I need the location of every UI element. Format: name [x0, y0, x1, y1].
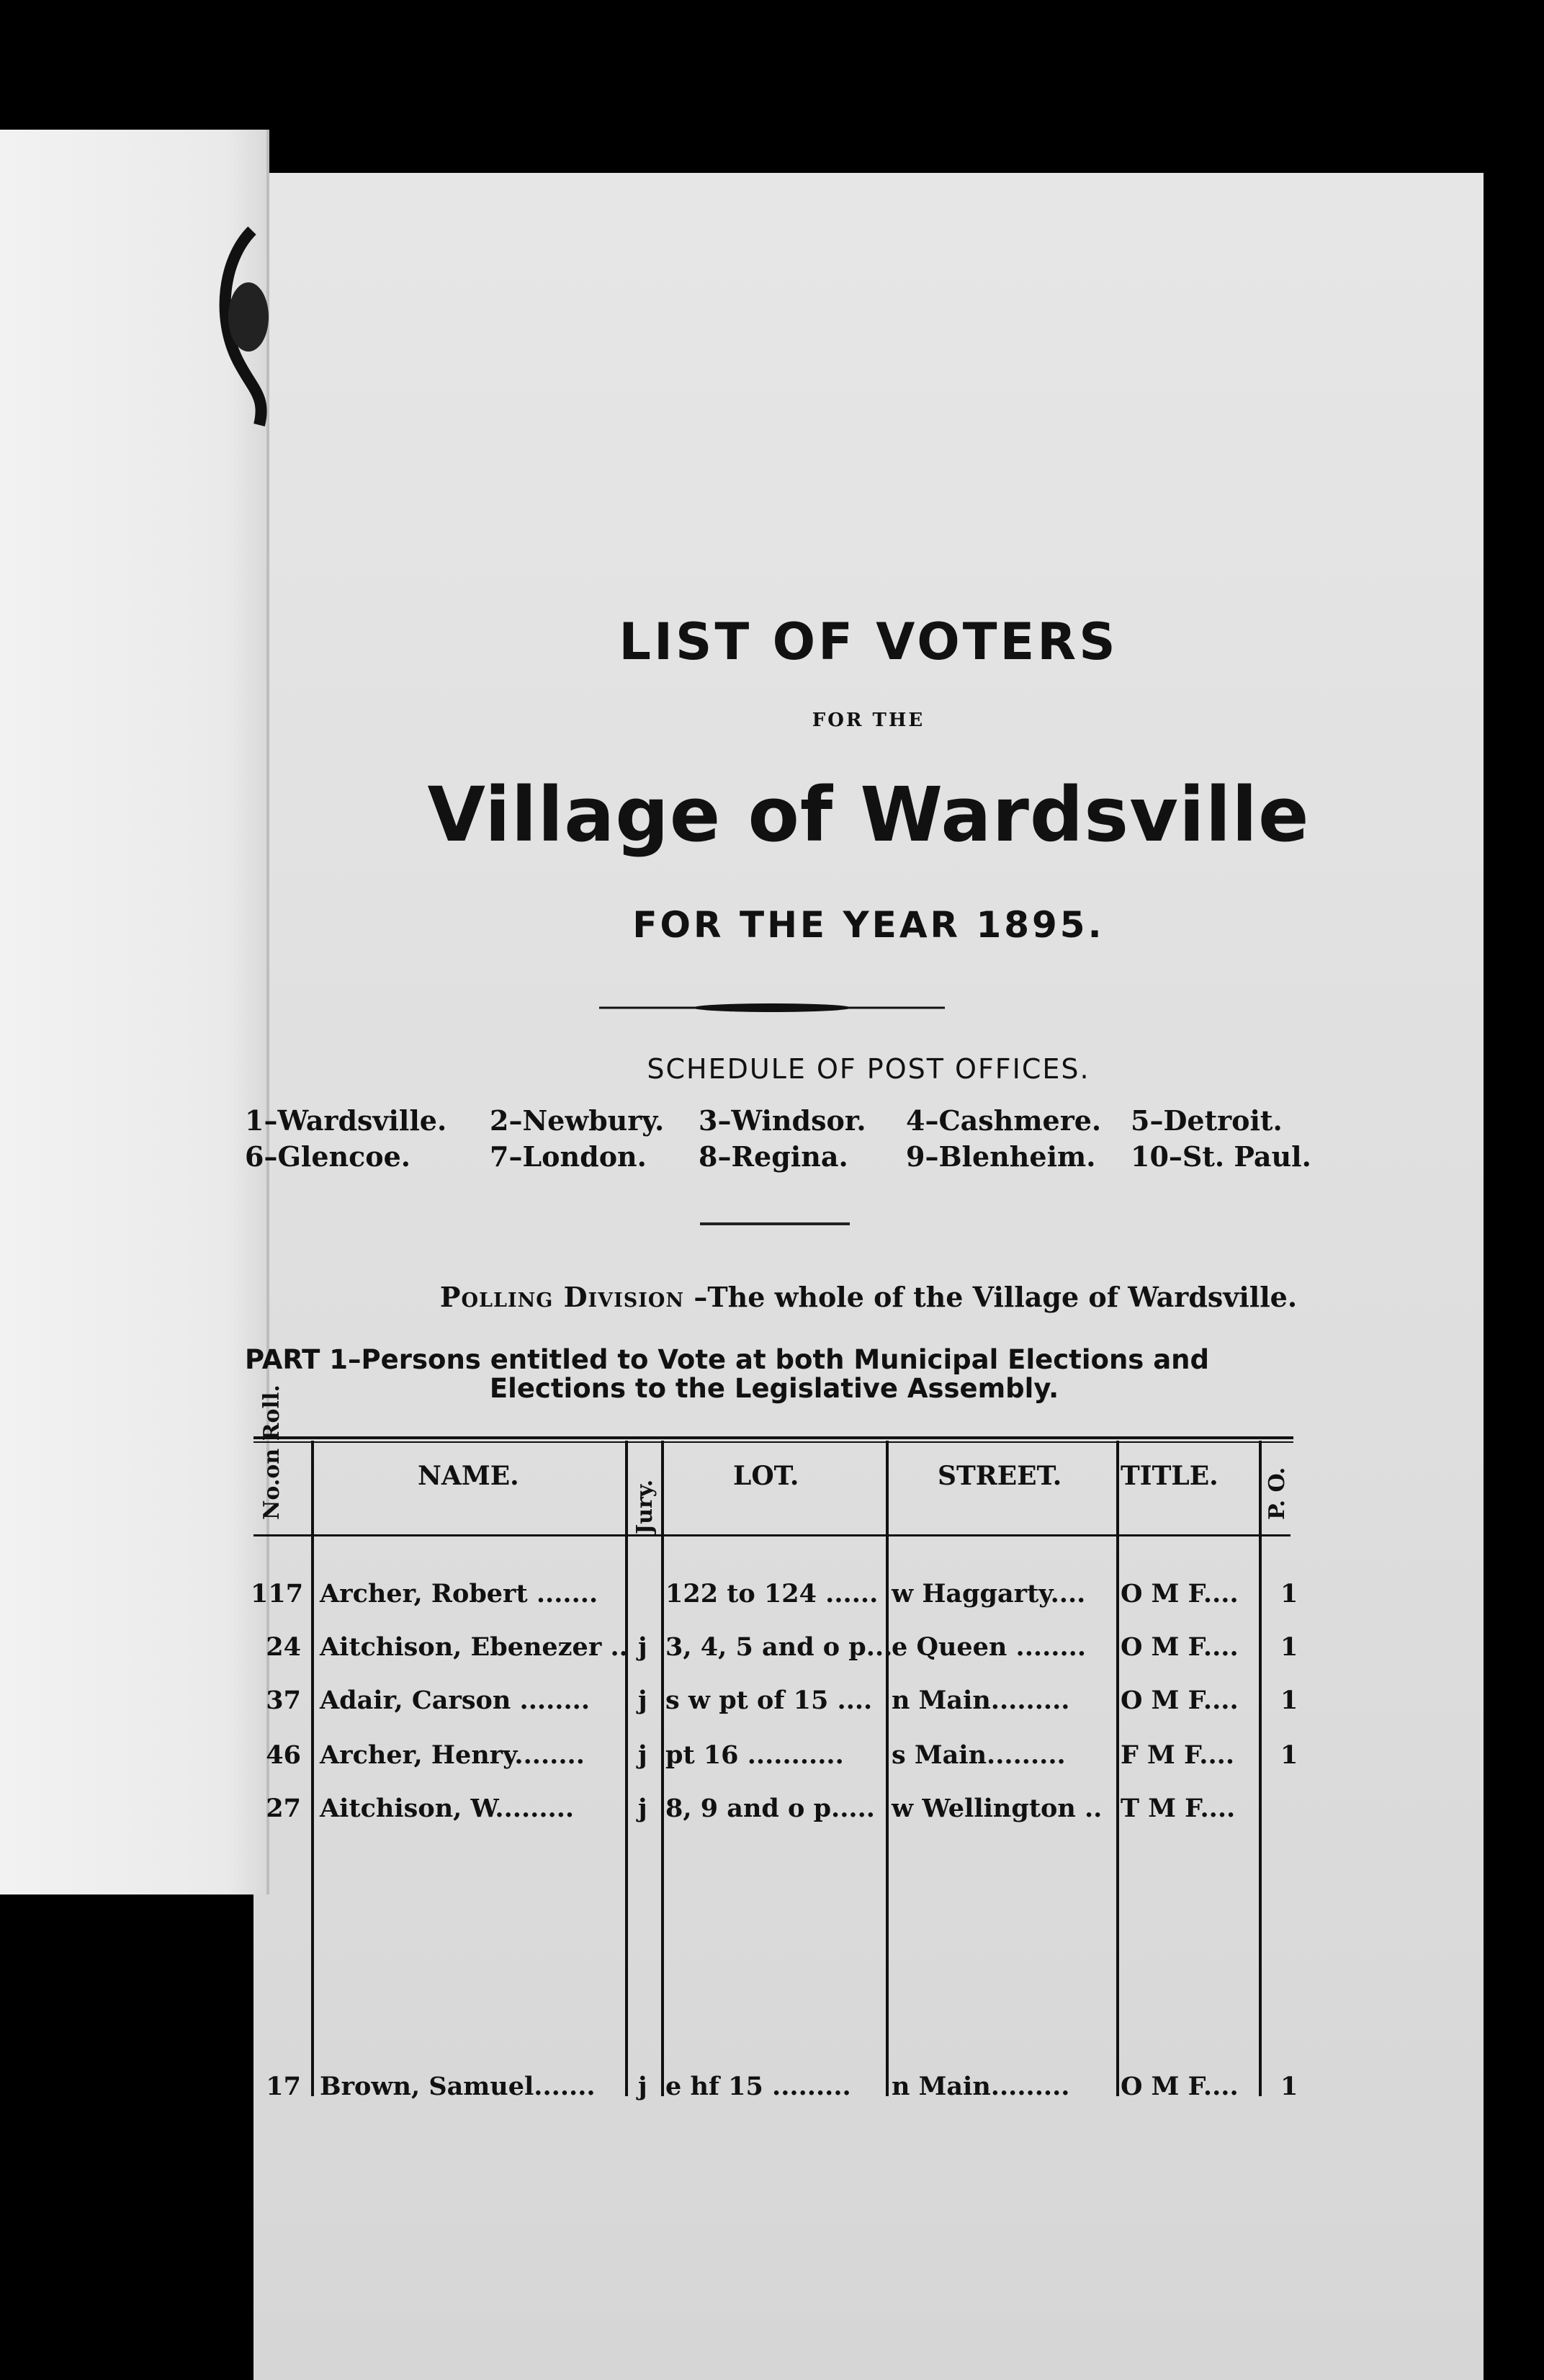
header-street: STREET. — [938, 1461, 1062, 1491]
table-top-rule-thin — [253, 1441, 1293, 1443]
schedule-title: SCHEDULE OF POST OFFICES. — [647, 1053, 1090, 1085]
document-page — [253, 173, 1484, 2380]
cell-title: F M F.... — [1121, 1740, 1235, 1770]
cell-po: 1 — [1280, 1579, 1298, 1609]
cell-title: O M F.... — [1121, 1579, 1239, 1609]
cell-name: Brown, Samuel....... — [320, 2072, 596, 2101]
post-office-item: 10–St. Paul. — [1131, 1140, 1311, 1173]
cell-name: Aitchison, Ebenezer .. — [320, 1632, 628, 1662]
post-office-item: 8–Regina. — [699, 1140, 848, 1173]
cell-street: w Haggarty.... — [892, 1579, 1086, 1609]
ornament-divider — [599, 1003, 945, 1013]
polling-division — [253, 1281, 1484, 1313]
cell-title: T M F.... — [1121, 1794, 1236, 1823]
column-divider — [1116, 1441, 1119, 2096]
cell-no: 27 — [266, 1794, 301, 1823]
table-top-rule — [253, 1436, 1293, 1439]
cell-no: 37 — [266, 1686, 301, 1715]
column-divider — [1259, 1441, 1262, 2096]
document-title: LIST OF VOTERS — [619, 612, 1118, 671]
cell-lot: 8, 9 and o p..... — [665, 1794, 875, 1823]
cell-street: w Wellington .. — [892, 1794, 1103, 1823]
binding-mark — [209, 216, 295, 432]
cell-no: 17 — [266, 2072, 301, 2101]
post-office-item: 9–Blenheim. — [906, 1140, 1096, 1173]
cell-street: n Main......... — [892, 1686, 1070, 1715]
cell-po: 1 — [1280, 1740, 1298, 1770]
cell-title: O M F.... — [1121, 1686, 1239, 1715]
post-office-item: 7–London. — [490, 1140, 647, 1173]
cell-jury: j — [638, 1794, 647, 1823]
header-title: TITLE. — [1121, 1461, 1218, 1491]
cell-lot: 3, 4, 5 and o p... — [665, 1632, 893, 1662]
header-name: NAME. — [418, 1461, 519, 1491]
header-no-on-roll: No.on Roll. — [259, 1384, 284, 1520]
header-lot: LOT. — [733, 1461, 799, 1491]
part-heading — [245, 1346, 1303, 1403]
cell-po: 1 — [1280, 1686, 1298, 1715]
header-jury: Jury. — [632, 1479, 657, 1534]
column-divider — [661, 1441, 664, 2096]
polling-label: Polling Division — [439, 1281, 685, 1313]
cell-name: Archer, Henry........ — [320, 1740, 585, 1770]
cell-po: 1 — [1280, 2072, 1298, 2101]
cell-title: O M F.... — [1121, 1632, 1239, 1662]
cell-street: n Main......... — [892, 2072, 1070, 2101]
cell-jury: j — [638, 1686, 647, 1715]
part-line-1: PART 1–Persons entitled to Vote at both Municipal Elections and — [245, 1344, 1209, 1375]
header-po: P. O. — [1265, 1467, 1290, 1520]
cell-lot: 122 to 124 ...... — [665, 1579, 879, 1609]
column-divider — [311, 1441, 314, 2096]
polling-text: –The whole of the Village of Wardsville. — [694, 1281, 1298, 1313]
post-office-item: 4–Cashmere. — [906, 1104, 1102, 1137]
cell-name: Adair, Carson ........ — [320, 1686, 591, 1715]
part-line-2: Elections to the Legislative Assembly. — [489, 1373, 1059, 1404]
cell-jury: j — [638, 1632, 647, 1662]
post-office-item: 3–Windsor. — [699, 1104, 866, 1137]
short-divider — [700, 1222, 850, 1225]
table-header-rule — [253, 1534, 1291, 1536]
village-heading: Village of Wardsville — [427, 771, 1310, 859]
cell-no: 46 — [266, 1740, 301, 1770]
post-office-item: 6–Glencoe. — [245, 1140, 411, 1173]
cell-no: 24 — [266, 1632, 301, 1662]
cell-jury: j — [638, 1740, 647, 1770]
cell-po: 1 — [1280, 1632, 1298, 1662]
year-line: FOR THE YEAR 1895. — [632, 904, 1105, 946]
column-divider — [625, 1441, 628, 2096]
cell-name: Archer, Robert ....... — [320, 1579, 598, 1609]
cell-street: e Queen ........ — [892, 1632, 1087, 1662]
cell-lot: pt 16 ........... — [665, 1740, 844, 1770]
cell-street: s Main......... — [892, 1740, 1066, 1770]
for-the-line: FOR THE — [812, 710, 925, 731]
cell-lot: s w pt of 15 .... — [665, 1686, 873, 1715]
column-divider — [886, 1441, 889, 2096]
post-office-item: 2–Newbury. — [490, 1104, 665, 1137]
cell-jury: j — [638, 2072, 647, 2101]
post-office-item: 1–Wardsville. — [245, 1104, 447, 1137]
post-office-item: 5–Detroit. — [1131, 1104, 1283, 1137]
cell-title: O M F.... — [1121, 2072, 1239, 2101]
cell-name: Aitchison, W......... — [320, 1794, 575, 1823]
cell-lot: e hf 15 ......... — [665, 2072, 851, 2101]
cell-no: 117 — [251, 1579, 304, 1609]
